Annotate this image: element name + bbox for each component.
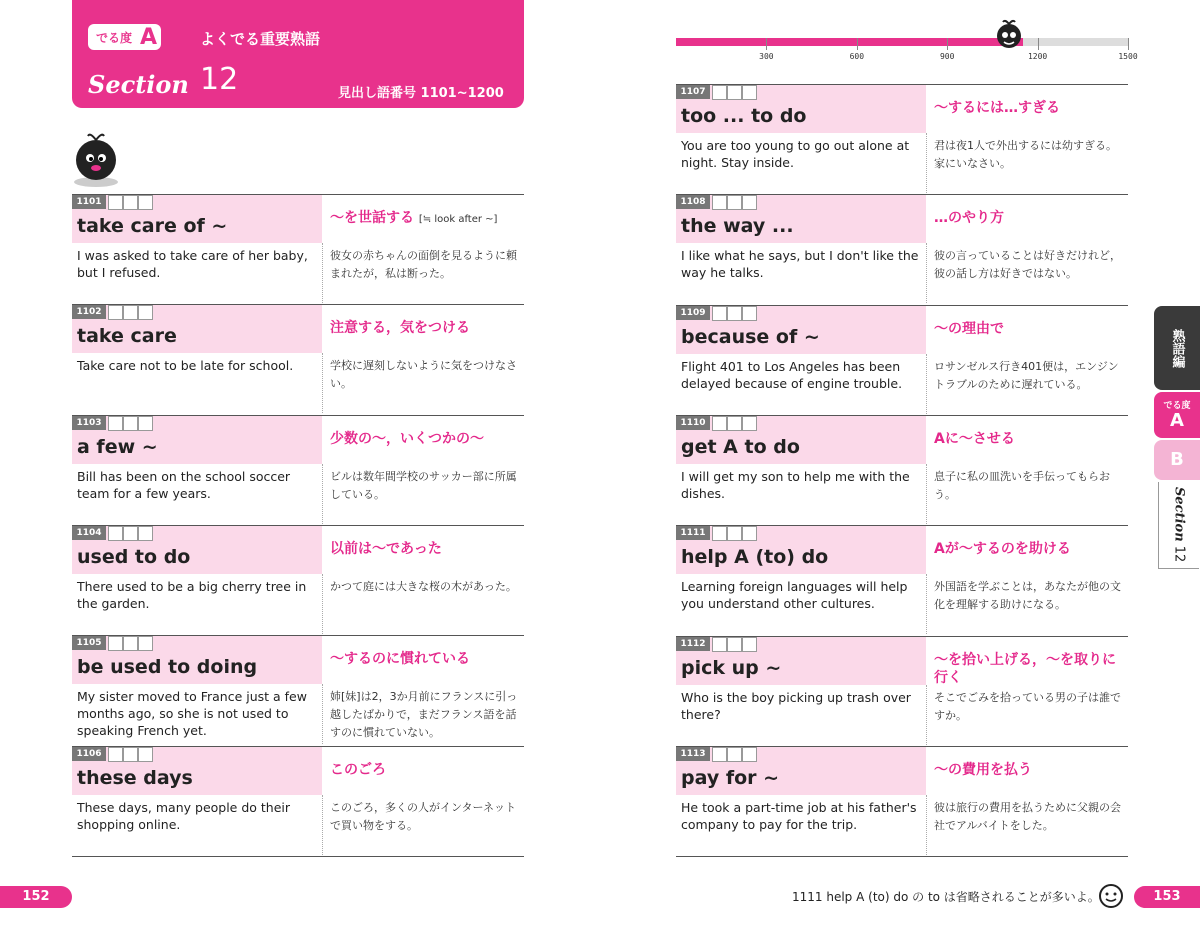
- frequency-badge: [88, 24, 161, 50]
- checkbox-1[interactable]: [712, 416, 727, 431]
- progress-tick-label: 1200: [1027, 52, 1048, 61]
- example-english: I like what he says, but I don't like the way he talks.: [681, 248, 919, 281]
- entry-meaning: [934, 209, 1004, 229]
- entry-1109: [676, 305, 1128, 414]
- entry-number: 1103: [72, 416, 106, 430]
- bottom-rule: [72, 856, 524, 857]
- example-japanese: 姉[妹]は2，3か月前にフランスに引っ越したばかりで，まだフランス語を話すのに慣れていない。: [330, 690, 518, 740]
- example-english: Flight 401 to Los Angeles has been delayed because of engine trouble.: [681, 358, 903, 391]
- entry-phrase: be used to doing: [77, 656, 258, 679]
- progress-tick-line: [857, 38, 858, 50]
- entry-phrase: used to do: [77, 545, 191, 568]
- example-english: These days, many people do their shopping online.: [77, 799, 291, 832]
- entry-number: 1101: [72, 195, 106, 209]
- entry-meaning-text: ～するには…すぎる: [934, 100, 1060, 116]
- entry-phrase: too ... to do: [681, 105, 807, 127]
- checkbox-3[interactable]: [742, 637, 757, 652]
- checkbox-2[interactable]: [123, 636, 138, 651]
- page-number-left: 152: [0, 886, 72, 908]
- checkbox-3[interactable]: [742, 747, 757, 762]
- entry-1108: [676, 194, 1128, 303]
- entry-phrase: take care of ~: [77, 215, 228, 237]
- column-divider: [926, 795, 928, 855]
- entry-1104: [72, 525, 524, 634]
- column-divider: [926, 464, 928, 524]
- entry-meaning-text: 以前は～であった: [330, 540, 442, 557]
- checkbox-3[interactable]: [742, 195, 757, 210]
- checkbox-3[interactable]: [742, 416, 757, 431]
- entry-phrase: take care: [77, 325, 177, 348]
- tab-frequency-label: でる度: [1163, 401, 1191, 411]
- tab-section-number: 12: [1171, 546, 1187, 563]
- example-english: You are too young to go out alone at night. Stay inside.: [681, 138, 910, 170]
- checkbox-1[interactable]: [712, 195, 727, 210]
- entry-meaning: [330, 761, 386, 781]
- bottom-rule: [676, 856, 1128, 857]
- example-japanese: ビルは数年間学校のサッカー部に所属している。: [330, 469, 517, 501]
- checkbox-2[interactable]: [123, 195, 138, 210]
- example-japanese: 彼女の赤ちゃんの面倒を見るように頼まれたが，私は断った。: [330, 249, 517, 280]
- entry-meaning-text: このごろ: [330, 761, 386, 778]
- entry-phrase: these days: [77, 766, 193, 789]
- entry-1112: [676, 636, 1128, 745]
- entry-1106: [72, 746, 524, 855]
- example-english: Take care not to be late for school.: [77, 358, 294, 374]
- checkbox-1[interactable]: [108, 195, 123, 210]
- checkbox-2[interactable]: [123, 747, 138, 762]
- entry-meaning-text: 少数の～，いくつかの～: [330, 430, 484, 447]
- entry-1111: [676, 525, 1128, 634]
- entry-number: 1104: [72, 526, 106, 540]
- smiley-icon: [1098, 883, 1124, 909]
- tab-section-word: Section: [1171, 487, 1187, 542]
- entry-meaning: [330, 540, 442, 560]
- frequency-label: でる度: [96, 30, 133, 45]
- checkbox-3[interactable]: [138, 305, 153, 320]
- tab-category[interactable]: 熟語編: [1154, 306, 1200, 390]
- checkbox-3[interactable]: [138, 195, 153, 210]
- section-header: [72, 0, 524, 108]
- checkbox-1[interactable]: [108, 305, 123, 320]
- entry-number: 1108: [676, 195, 710, 209]
- checkbox-2[interactable]: [123, 416, 138, 431]
- example-english: I will get my son to help me with the dishes.: [681, 468, 910, 501]
- entry-phrase: because of ~: [681, 325, 820, 348]
- checkbox-2[interactable]: [727, 306, 742, 321]
- checkbox-2[interactable]: [727, 747, 742, 762]
- entry-meaning: [934, 540, 1071, 560]
- entry-meaning-text: ～の費用を払う: [934, 761, 1032, 778]
- progress-tick-line: [1128, 38, 1129, 50]
- entry-meaning: [330, 650, 470, 670]
- entry-meaning-text: Aに～させる: [934, 430, 1015, 447]
- column-divider: [322, 243, 324, 303]
- entry-number: 1105: [72, 636, 106, 650]
- progress-tick-label: 600: [849, 52, 865, 61]
- column-divider: [926, 685, 928, 745]
- entry-meaning-text: ～の理由で: [934, 320, 1004, 337]
- entry-number: 1112: [676, 637, 710, 651]
- example-japanese: 外国語を学ぶことは，あなたが他の文化を理解する助けになる。: [934, 580, 1121, 612]
- example-japanese: 彼は旅行の費用を払うために父親の会社でアルバイトをした。: [934, 800, 1121, 832]
- example-japanese: 彼の言っていることは好きだけれど，彼の話し方は好きではない。: [934, 249, 1121, 281]
- checkbox-3[interactable]: [138, 416, 153, 431]
- checkbox-3[interactable]: [742, 306, 757, 321]
- entry-phrase: pick up ~: [681, 656, 782, 679]
- entry-meaning: [934, 651, 1128, 689]
- example-japanese: かつて庭には大きな桜の木があった。: [330, 579, 517, 593]
- tab-frequency-a-label: A: [1170, 410, 1184, 431]
- example-english: He took a part-time job at his father's company to pay for the trip.: [681, 799, 917, 832]
- column-divider: [322, 353, 324, 413]
- entry-1107: [676, 84, 1128, 193]
- column-divider: [322, 795, 324, 855]
- progress-tick-line: [947, 38, 948, 50]
- entry-1101: [72, 194, 524, 303]
- entry-1103: [72, 415, 524, 524]
- entry-1102: [72, 304, 524, 413]
- entry-meaning: [330, 319, 470, 339]
- entry-phrase: get A to do: [681, 435, 800, 458]
- example-english: I was asked to take care of her baby, but I refused.: [77, 248, 308, 280]
- checkbox-3[interactable]: [742, 526, 757, 541]
- example-english: My sister moved to France just a few months ago, so she is not used to speaking French yet.: [77, 689, 307, 739]
- frequency-title: よくでる重要熟語: [200, 30, 321, 48]
- checkbox-3[interactable]: [742, 85, 757, 100]
- checkbox-2[interactable]: [727, 195, 742, 210]
- entry-number: 1113: [676, 747, 710, 761]
- entry-meaning: [934, 99, 1060, 119]
- checkbox-3[interactable]: [138, 636, 153, 651]
- tab-frequency-b[interactable]: B: [1154, 440, 1200, 480]
- column-divider: [926, 133, 928, 193]
- example-japanese: そこでごみを拾っている男の子は誰ですか。: [934, 690, 1121, 722]
- checkbox-1[interactable]: [712, 637, 727, 652]
- entry-phrase: help A (to) do: [681, 546, 829, 569]
- example-english: Bill has been on the school soccer team for a few years.: [77, 468, 291, 501]
- entry-1105: [72, 635, 524, 744]
- entry-number: 1111: [676, 526, 710, 540]
- entry-meaning-note: [≒ look after ~]: [418, 214, 498, 225]
- checkbox-1[interactable]: [712, 85, 727, 100]
- mascot-icon: [66, 130, 126, 188]
- entry-meaning: [934, 761, 1032, 781]
- column-divider: [322, 574, 324, 634]
- example-japanese: 君は夜1人で外出するには幼すぎる。家にいなさい。: [934, 139, 1117, 170]
- checkbox-2[interactable]: [123, 305, 138, 320]
- runner-mascot-icon: [992, 18, 1026, 52]
- entry-phrase: pay for ~: [681, 766, 780, 789]
- entry-phrase: the way ...: [681, 215, 794, 238]
- entry-meaning: [934, 430, 1015, 450]
- entry-number: 1106: [72, 747, 106, 761]
- checkbox-1[interactable]: [712, 526, 727, 541]
- progress-tick-label: 300: [759, 52, 774, 61]
- example-english: Who is the boy picking up trash over there?: [681, 689, 911, 722]
- section-number: 12: [200, 62, 239, 97]
- entry-1110: [676, 415, 1128, 524]
- tab-section: [1158, 482, 1199, 569]
- checkbox-2[interactable]: [727, 416, 742, 431]
- entry-phrase: a few ~: [77, 435, 158, 458]
- checkbox-2[interactable]: [727, 637, 742, 652]
- entry-1113: [676, 746, 1128, 855]
- entry-meaning-text: Aが～するのを助ける: [934, 541, 1071, 558]
- checkbox-2[interactable]: [727, 85, 742, 100]
- example-japanese: ロサンゼルス行き401便は，エンジントラブルのために遅れている。: [934, 359, 1119, 391]
- section-word: Section: [88, 70, 189, 99]
- checkbox-1[interactable]: [108, 526, 123, 541]
- footnote: 1111 help A (to) do の to は省略されることが多いよ。: [792, 890, 1100, 904]
- entry-meaning: [330, 430, 484, 450]
- entry-meaning-text: …のやり方: [934, 210, 1004, 227]
- checkbox-3[interactable]: [138, 526, 153, 541]
- column-divider: [322, 684, 324, 744]
- progress-fill: [676, 38, 1023, 46]
- checkbox-1[interactable]: [108, 747, 123, 762]
- column-divider: [926, 243, 928, 303]
- checkbox-2[interactable]: [123, 526, 138, 541]
- entry-meaning-text: 注意する，気をつける: [330, 320, 470, 337]
- checkbox-1[interactable]: [712, 747, 727, 762]
- headword-range: 見出し語番号 1101~1200: [338, 86, 504, 101]
- checkbox-1[interactable]: [108, 416, 123, 431]
- entry-number: 1110: [676, 416, 710, 430]
- example-japanese: 息子に私の皿洗いを手伝ってもらおう。: [934, 469, 1110, 501]
- column-divider: [322, 464, 324, 524]
- progress-tick-line: [766, 38, 767, 50]
- progress-tick-line: [1038, 38, 1039, 50]
- example-english: Learning foreign languages will help you understand other cultures.: [681, 579, 908, 612]
- column-divider: [926, 574, 928, 634]
- checkbox-3[interactable]: [138, 747, 153, 762]
- entry-number: 1107: [676, 85, 710, 99]
- checkbox-1[interactable]: [108, 636, 123, 651]
- entry-number: 1109: [676, 306, 710, 320]
- entry-number: 1102: [72, 305, 106, 319]
- checkbox-1[interactable]: [712, 306, 727, 321]
- tab-frequency-a[interactable]: [1154, 392, 1200, 438]
- entry-meaning-text: ～するのに慣れている: [330, 651, 470, 668]
- progress-tick-label: 900: [939, 52, 955, 61]
- example-japanese: 学校に遅刻しないように気をつけなさい。: [330, 359, 517, 391]
- page-number-right: 153: [1134, 886, 1200, 908]
- entry-meaning-text: ～を世話する: [330, 210, 414, 226]
- checkbox-2[interactable]: [727, 526, 742, 541]
- example-english: There used to be a big cherry tree in the garden.: [77, 578, 307, 611]
- frequency-value: A: [140, 24, 158, 50]
- entry-meaning: [330, 209, 497, 229]
- entry-meaning-text: ～を拾い上げる，～を取りに行く: [934, 651, 1116, 686]
- example-japanese: このごろ，多くの人がインターネットで買い物をする。: [330, 800, 517, 832]
- entry-meaning: [934, 320, 1004, 340]
- progress-bar: [676, 38, 1128, 46]
- progress-tick-label: 1500: [1118, 52, 1138, 61]
- column-divider: [926, 354, 928, 414]
